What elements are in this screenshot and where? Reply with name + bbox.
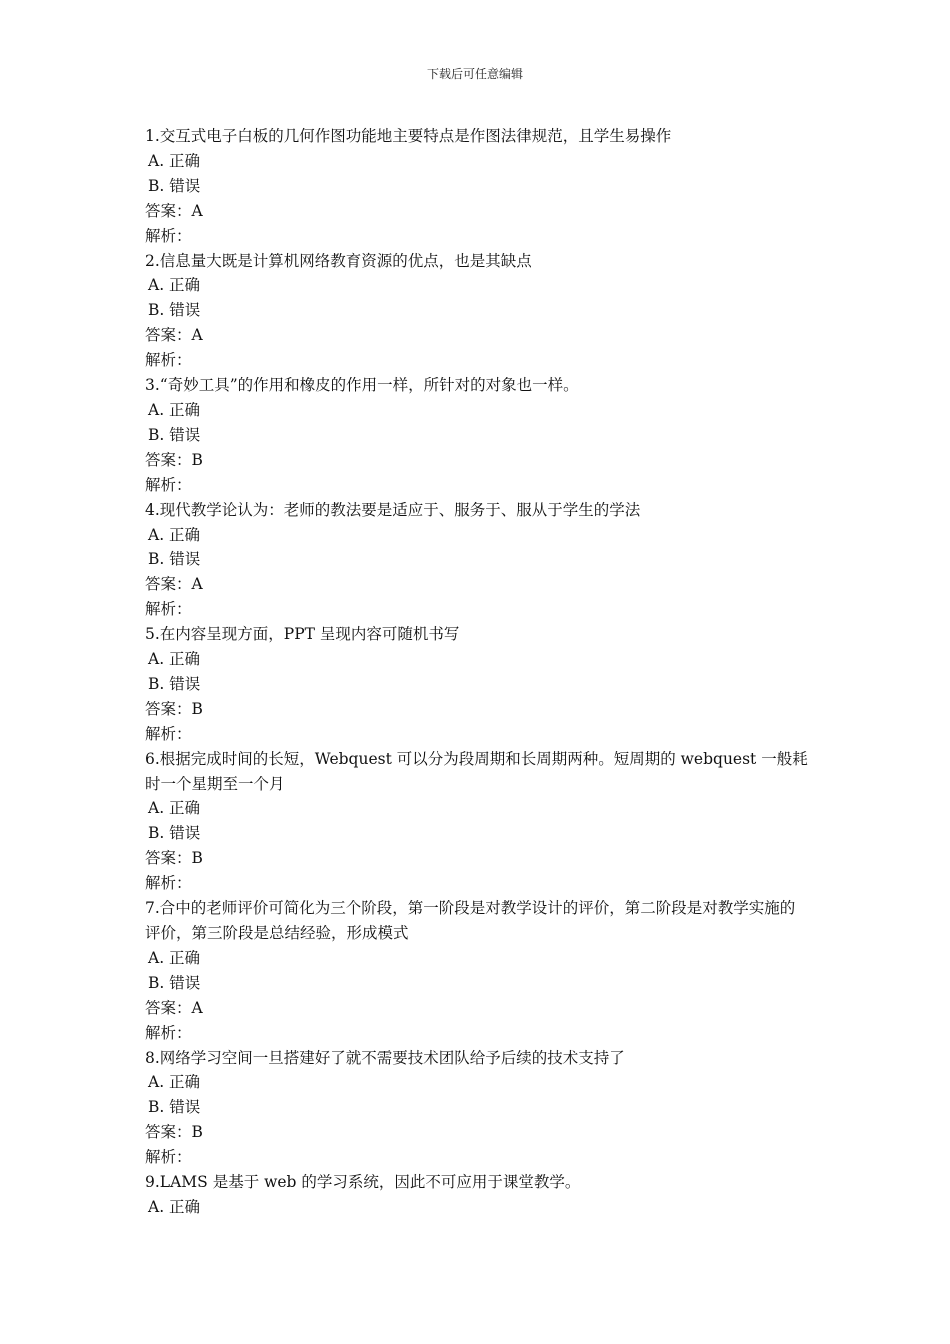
option-a: A. 正确 <box>148 799 201 818</box>
question-text: 5.在内容呈现方面，PPT 呈现内容可随机书写 <box>145 625 460 644</box>
answer: 答案：A <box>145 575 203 594</box>
question-text: 9.LAMS 是基于 web 的学习系统，因此不可应用于课堂教学。 <box>145 1173 581 1192</box>
analysis: 解析： <box>145 874 192 893</box>
option-a: A. 正确 <box>148 400 201 419</box>
option-b: B. 错误 <box>148 176 201 195</box>
question-7 <box>145 896 810 1045</box>
analysis: 解析： <box>145 1148 192 1167</box>
analysis: 解析： <box>145 475 192 494</box>
option-b: B. 错误 <box>148 550 201 569</box>
option-b: B. 错误 <box>148 973 201 992</box>
answer: 答案：B <box>145 450 203 469</box>
page-header: 下载后可任意编辑 <box>426 67 523 81</box>
question-2 <box>145 249 810 374</box>
answer: 答案：A <box>145 998 203 1017</box>
question-1 <box>145 124 810 249</box>
answer: 答案：A <box>145 326 203 345</box>
answer: 答案：B <box>145 699 203 718</box>
analysis: 解析： <box>145 600 192 619</box>
option-a: A. 正确 <box>148 525 201 544</box>
question-text: 7.合中的老师评价可简化为三个阶段，第一阶段是对教学设计的评价，第二阶段是对教学实施的评价，第三阶段是总结经验，形成模式 <box>145 899 796 942</box>
option-b: B. 错误 <box>148 301 201 320</box>
analysis: 解析： <box>145 1023 192 1042</box>
question-text: 2.信息量大既是计算机网络教育资源的优点，也是其缺点 <box>145 251 532 270</box>
option-a: A. 正确 <box>148 276 201 295</box>
question-3 <box>145 373 810 498</box>
question-text: 8.网络学习空间一旦搭建好了就不需要技术团队给予后续的技术支持了 <box>145 1048 625 1067</box>
answer: 答案：B <box>145 849 203 868</box>
question-text: 1.交互式电子白板的几何作图功能地主要特点是作图法律规范，且学生易操作 <box>145 127 672 145</box>
question-text: 4.现代教学论认为：老师的教法要是适应于、服务于、服从于学生的学法 <box>145 500 641 519</box>
analysis: 解析： <box>145 226 192 245</box>
answer: 答案：A <box>145 201 203 220</box>
option-a: A. 正确 <box>148 1073 201 1092</box>
question-4 <box>145 498 810 623</box>
question-text: 3.“奇妙工具”的作用和橡皮的作用一样，所针对的对象也一样。 <box>145 376 579 395</box>
option-a: A. 正确 <box>148 948 201 967</box>
question-list <box>145 124 810 1220</box>
answer: 答案：B <box>145 1123 203 1142</box>
analysis: 解析： <box>145 724 192 743</box>
option-b: B. 错误 <box>148 674 201 693</box>
option-a: A. 正确 <box>148 151 201 170</box>
option-b: B. 错误 <box>148 1098 201 1117</box>
option-a: A. 正确 <box>148 1197 201 1216</box>
question-text: 6.根据完成时间的长短，Webquest 可以分为段周期和长周期两种。短周期的 webquest 一般耗时一个星期至一个月 <box>145 749 808 793</box>
option-b: B. 错误 <box>148 425 201 444</box>
analysis: 解析： <box>145 351 192 370</box>
question-9 <box>145 1170 810 1220</box>
option-a: A. 正确 <box>148 650 201 669</box>
question-8 <box>145 1046 810 1171</box>
option-b: B. 错误 <box>148 824 201 843</box>
question-5 <box>145 622 810 747</box>
question-6 <box>145 747 810 896</box>
